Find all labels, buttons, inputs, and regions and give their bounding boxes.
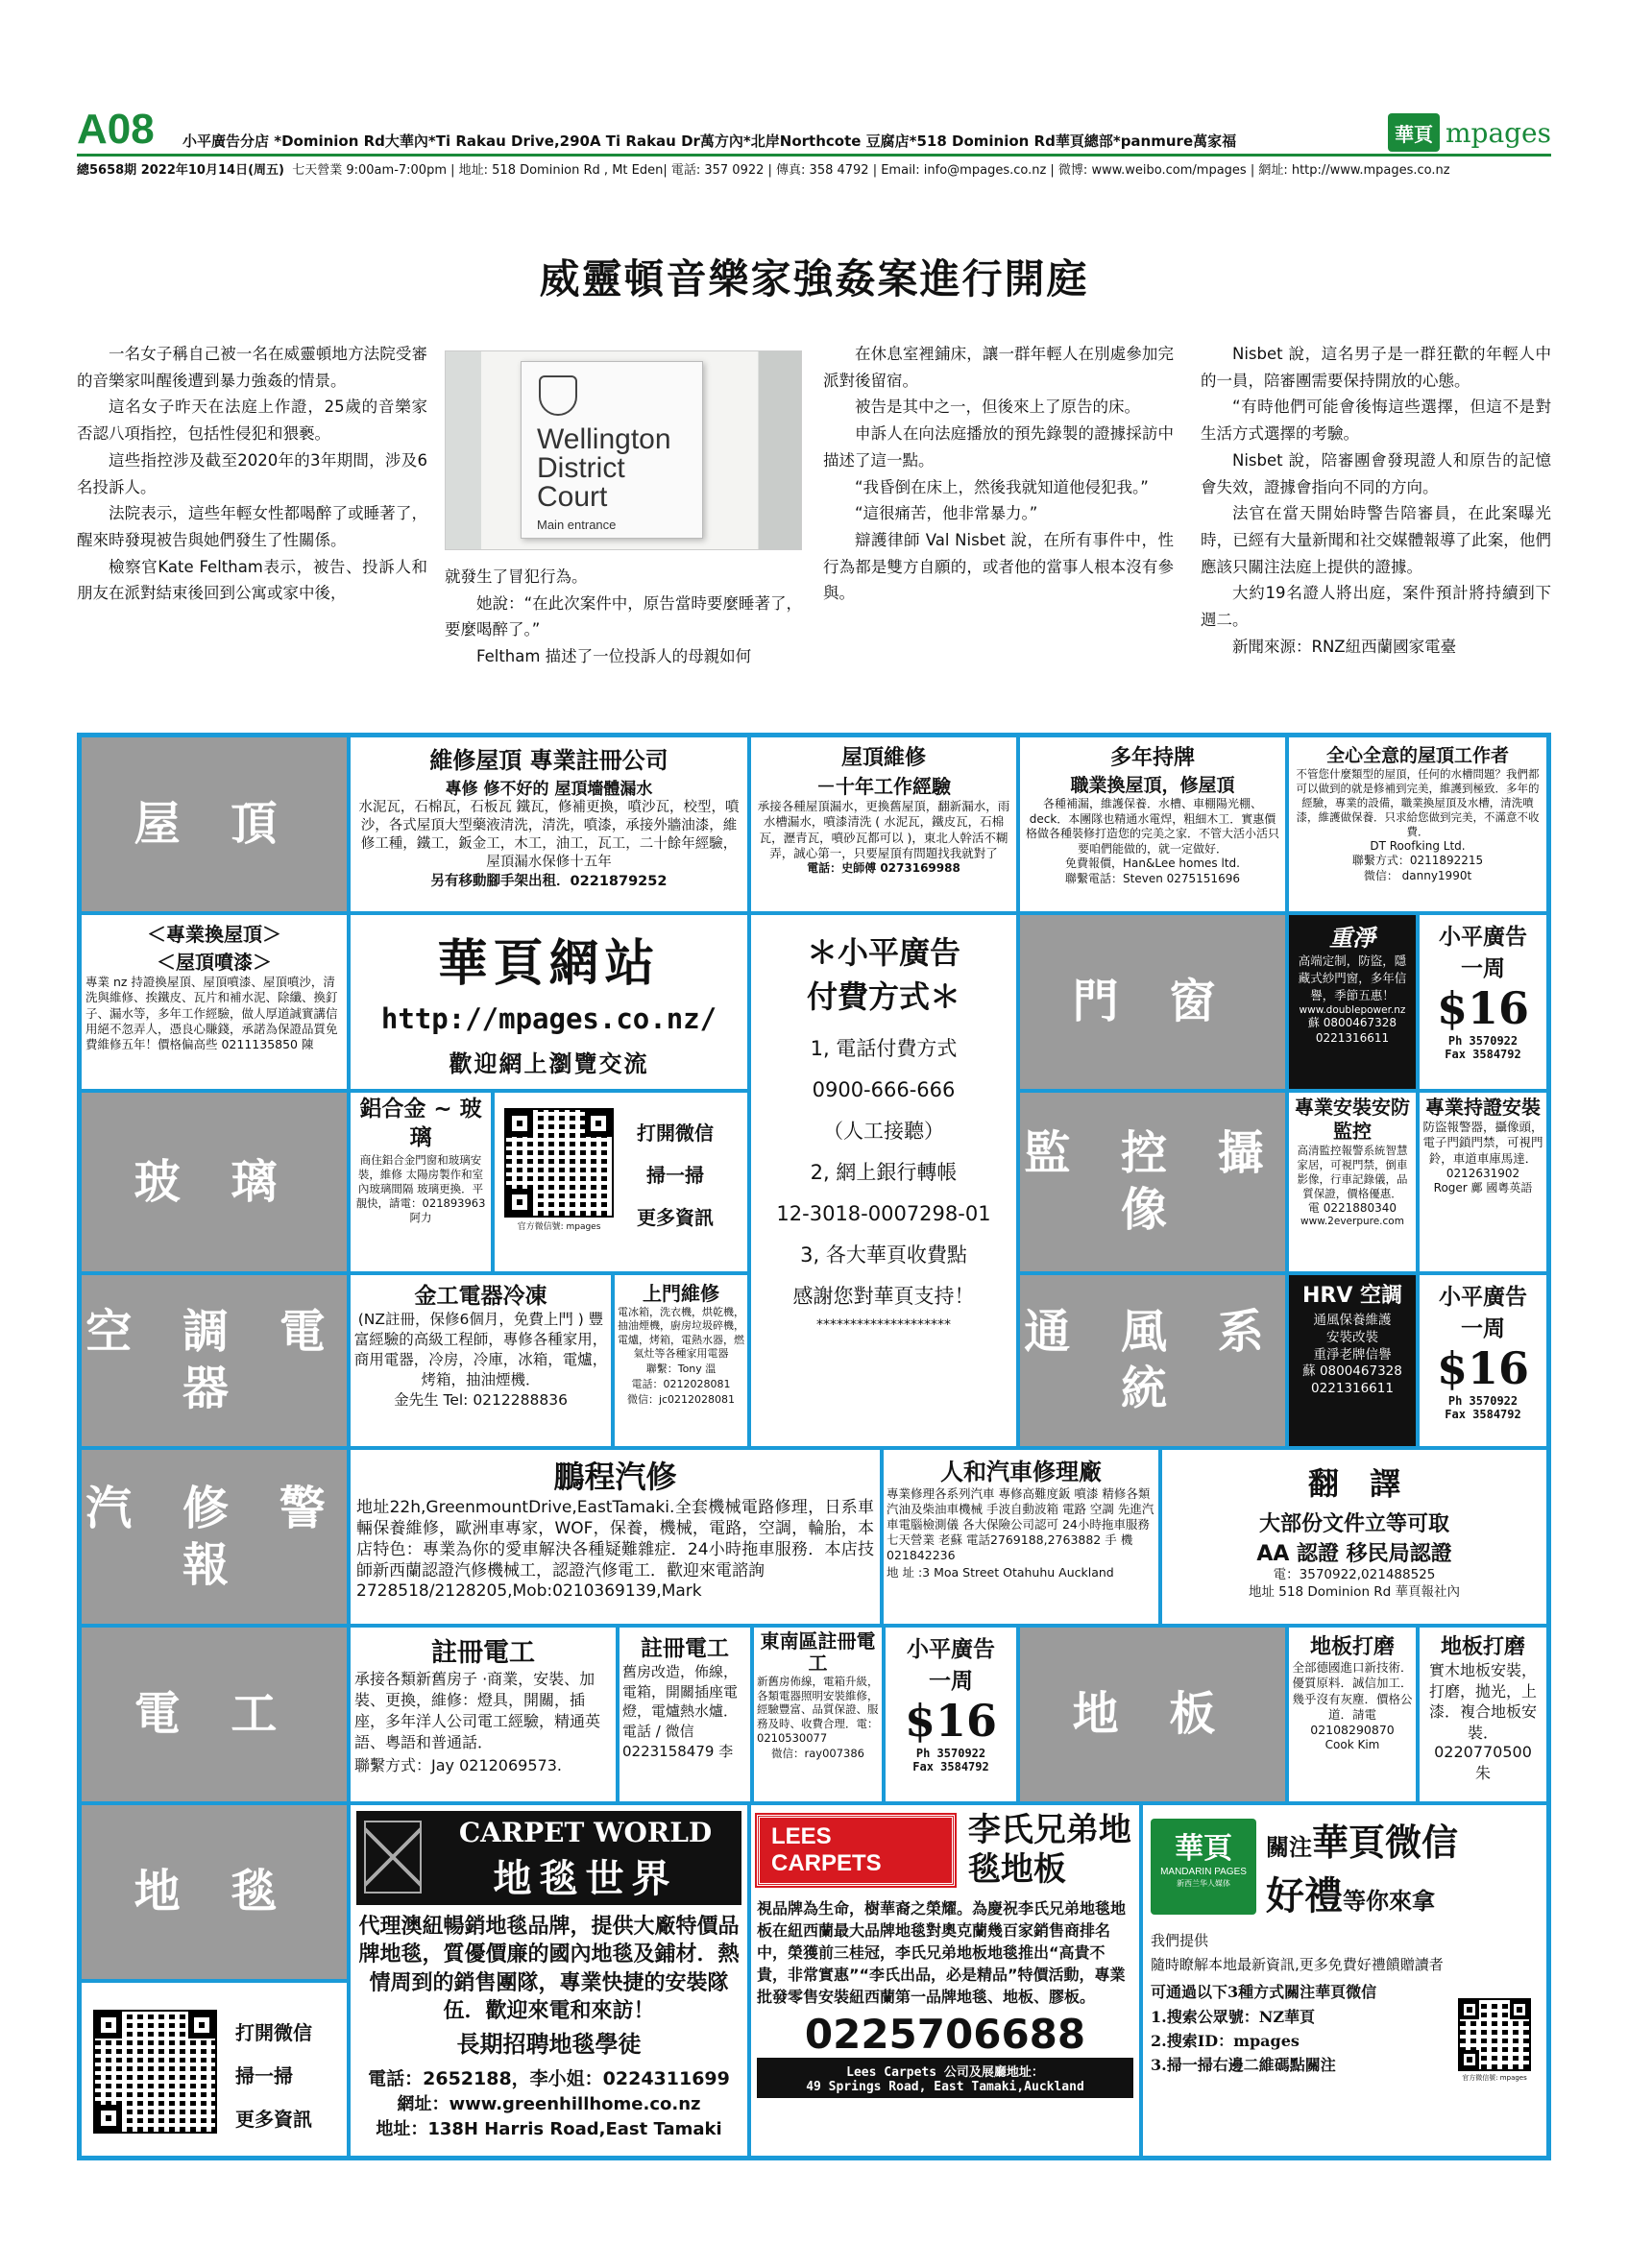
ad-hiring: 長期招聘地毯學徒 — [456, 2031, 642, 2058]
slogan-text: 華頁微信 — [1312, 1821, 1459, 1864]
ad-line: 大部份文件立等可取 — [1258, 1512, 1449, 1536]
ad-fax: Fax 3584792 — [1445, 1048, 1521, 1061]
lees-header — [757, 1811, 1133, 1890]
ad-hrv[interactable] — [1287, 1273, 1418, 1448]
ad-body: 全部德國進口新技術．優質原料．誠信加工．幾乎沒有灰塵．價格公道．請電 02108290870 — [1292, 1660, 1413, 1737]
ad-title: 多年持牌 — [1109, 746, 1195, 770]
ad-web[interactable] — [349, 913, 749, 1091]
category-car: 汽 修 警 報 — [80, 1448, 349, 1626]
paragraph: “我昏倒在床上，然後我就知道他侵犯我。” — [855, 477, 1149, 496]
ad-line: （人工接聽） — [823, 1120, 944, 1144]
ad-wechat-1[interactable] — [493, 1091, 749, 1273]
ad-title: 全心全意的屋頂工作者 — [1325, 745, 1509, 766]
ad-subtitle: 一周 — [1461, 1316, 1505, 1341]
crest-icon — [539, 375, 577, 416]
ad-payment — [749, 913, 1018, 1448]
paragraph: “這很痛苦，他非常暴力。” — [855, 504, 1038, 523]
ad-body: 視品牌為生命，樹華裔之榮耀。為慶祝李氏兄弟地毯地板在紐西蘭最大品牌地毯對奧克蘭幾百家銷售商排名中，榮獲前三桂冠，李氏兄弟地板地毯推出“高貴不貴，非常實惠”“李氏出品，必是精品”特價活動，專業批發零售安裝紐西蘭第一品牌地毯、地板、膠板。 — [757, 1898, 1127, 2007]
ad-subtitle: 職業換屋頂，修屋頂 — [1070, 775, 1235, 796]
mp-line: 可通過以下3種方式關注華頁微信 — [1151, 1983, 1377, 2001]
ad-body: 承接各類新舊房子 ·商業，安裝、加裝、更換，維修：燈具，開關，插座，多年洋人公司電工經驗，精通英語、粵語和普通話． — [354, 1670, 601, 1752]
ad-phone: 聯繫方式：Jay 0212069573. — [354, 1756, 562, 1775]
ad-title: 小平廣告 — [1439, 1285, 1527, 1310]
category-ac: 空 調 電 器 — [80, 1273, 349, 1448]
ad-subtitle: ＜屋頂噴漆＞ — [157, 951, 272, 974]
ad-phone: Ph 3570922 — [1447, 1394, 1519, 1408]
ad-title: 小平廣告 — [1439, 925, 1527, 950]
ad-phone: 蘇 0800467328 — [1307, 1016, 1397, 1030]
ad-translation[interactable] — [1160, 1448, 1548, 1626]
ad-roof-3[interactable] — [1018, 736, 1287, 913]
wechat-line: 打開微信 — [235, 2021, 312, 2044]
ad-line: ******************** — [816, 1317, 951, 1334]
wechat-line: 掃一掃 — [646, 1164, 704, 1187]
header-info — [77, 159, 1450, 178]
ad-door-1[interactable] — [1287, 913, 1418, 1091]
ad-contact: Roger 鄺 國粵英語 — [1433, 1181, 1533, 1195]
paragraph: 檢察官Kate Feltham表示，被告、投訴人和朋友在派對結束後回到公寓或家中後， — [77, 557, 427, 603]
paragraph: 法院表示，這些年輕女性都喝醉了或睡著了，醒來時發現被告與她們發生了性關係。 — [77, 504, 427, 550]
ad-phone: Ph 3570922 — [915, 1747, 986, 1760]
ad-ac-1[interactable] — [349, 1273, 613, 1448]
ad-body: 不管您什麼類型的屋頂，任何的水槽問題？我們都可以做到的就是修補到完美，維護到極致．多年的經驗，專業的設備，職業換屋頂及水槽，清洗噴漆，維護做保養．只求給您做到完美，不滿意不收費． — [1296, 767, 1540, 838]
ad-roof-4[interactable] — [1287, 736, 1548, 913]
ad-lees-carpets[interactable] — [749, 1803, 1141, 2158]
paragraph: 就發生了冒犯行為。 — [445, 567, 588, 586]
ad-body: 商住鋁合金門窗和玻璃安裝，維修 太陽房製作和室內玻璃間隔 玻璃更換．平靚快，請電：021893963 阿力 — [355, 1152, 486, 1224]
wechat-line: 更多資訊 — [637, 1206, 714, 1229]
ad-line: 1, 電話付費方式 — [810, 1037, 958, 1060]
ad-wechat: 微信： danny1990t — [1363, 868, 1472, 882]
mp-step: 2.搜索ID：mpages — [1151, 2031, 1300, 2050]
ad-phone: 0220770500 — [1434, 1743, 1532, 1762]
ad-body: 高清監控報警系統智慧家居，可視門禁，倒車影像，行車記錄儀，品質保證，價格優惠． — [1297, 1144, 1408, 1200]
ad-subtitle: 一周 — [929, 1669, 973, 1694]
ad-phone: 0221316611 — [1315, 1030, 1390, 1045]
ad-address: 地 址 :3 Moa Street Otahuhu Auckland — [887, 1565, 1114, 1580]
bank-account: 12-3018-0007298-01 — [776, 1202, 991, 1226]
ad-body: 電冰箱，洗衣機，烘乾機，抽油煙機，廚房垃圾碎機，電爐，烤箱，電熱水器，燃氣灶等各種家用電器 — [618, 1306, 744, 1360]
ad-line: 感謝您對華頁支持！ — [792, 1285, 975, 1309]
logo-cn: 華頁 — [1175, 1832, 1232, 1866]
ad-roof-5[interactable] — [80, 913, 349, 1091]
slogan-text: 等你來拿 — [1343, 1887, 1435, 1915]
ad-subtitle: 專修 修不好的 屋頂墻體漏水 — [445, 780, 653, 799]
ad-body: 新舊房佈線，電箱升級，各類電器照明安裝維修，經驗豐富、品質保證、服務及時、收費合理．電：0210530077 — [757, 1675, 879, 1745]
paragraph: 在休息室裡鋪床，讓一群年輕人在別處參加完派對後留宿。 — [823, 345, 1174, 390]
ad-elec-2[interactable] — [618, 1626, 752, 1803]
ad-wechat: 微信：ray007386 — [771, 1746, 864, 1760]
ad-phone: 電 0221880340 — [1307, 1200, 1397, 1215]
category-elec: 電 工 — [80, 1626, 349, 1803]
ad-line: 重淨老牌信譽 — [1313, 1346, 1392, 1363]
wechat-line: 掃一掃 — [235, 2064, 293, 2087]
qr-code-icon[interactable] — [1460, 2000, 1529, 2069]
carpet-world-banner — [356, 1811, 741, 1905]
ad-title: 屋頂維修 — [840, 746, 926, 770]
ad-title: 重淨 — [1329, 924, 1375, 952]
wechat-text — [235, 2012, 312, 2141]
qr-code-block[interactable] — [95, 2012, 215, 2135]
article-col-1 — [77, 341, 427, 607]
category-cctv: 監 控 攝 像 — [1018, 1091, 1287, 1273]
mp-steps — [1151, 2006, 1539, 2082]
ad-floor-2[interactable] — [1418, 1626, 1548, 1803]
paragraph: 被告是其中之一，但後來上了原告的床。 — [855, 398, 1140, 417]
ad-phone: 0212631902 — [1446, 1166, 1520, 1180]
ad-address: 地址：138H Harris Road,East Tamaki — [376, 2119, 722, 2139]
ad-title: 地板打磨 — [1309, 1635, 1395, 1659]
mp-header — [1151, 1813, 1539, 1920]
mp-step: 3.掃一掃右邊二維碼點關注 — [1151, 2055, 1336, 2074]
paragraph: Feltham 描述了一位投訴人的母親如何 — [476, 647, 752, 666]
ad-title: ＊小平廣告 — [806, 934, 960, 971]
mp-line: 我們提供 — [1151, 1932, 1209, 1949]
article-col-4 — [1201, 341, 1551, 661]
ad-phone: 0900-666-666 — [812, 1078, 956, 1102]
ad-cctv-1[interactable] — [1287, 1091, 1418, 1273]
paragraph: 辯護律師 Val Nisbet 說，在所有事件中，性行為都是雙方自願的，或者他的當事人根本沒有參與。 — [823, 531, 1174, 603]
sign-text: Main entrance — [537, 518, 617, 532]
ad-contact: 朱 — [1474, 1764, 1491, 1783]
qr-caption: 官方微信號: mpages — [1462, 2074, 1527, 2082]
header-divider — [77, 154, 1551, 157]
ad-line: 3, 各大華頁收費點 — [800, 1243, 967, 1267]
logo-sub: 新西兰华人媒体 — [1177, 1879, 1230, 1888]
wechat-line: 更多資訊 — [235, 2108, 312, 2131]
brand-name-cn: 地毯世界 — [493, 1856, 678, 1901]
wechat-text — [637, 1112, 714, 1239]
logo-text: mpages — [1445, 116, 1551, 149]
article-headline: 威靈頓音樂家強姦案進行開庭 — [539, 255, 1089, 302]
ad-title: 註冊電工 — [431, 1638, 535, 1668]
ad-body: 地址22h,GreenmountDrive,EastTamaki.全套機械電路修理，日系車輛保養維修，歐洲車專家，WOF，保養，機械，電路，空調，輪胎，本店特色：專業為你的愛車解決各種疑難雜症．24小時拖車服務．本店技師新西蘭認證汽修機械工，認證汽修電工．歡迎來電諮詢 — [356, 1498, 874, 1581]
article-col-3 — [823, 341, 1174, 607]
ad-subtitle: －十年工作經驗 — [816, 775, 951, 798]
mp-slogan — [1266, 1813, 1458, 1920]
ad-body: 舊房改造，佈線，電箱，開關插座電燈，電爐熱水爐．電話 / 微信 0223158479 李 — [622, 1663, 739, 1760]
ad-website: www.doublepower.nz — [1299, 1004, 1406, 1017]
ad-contact: 聯繫：Tony 溫 — [645, 1363, 717, 1376]
ad-body: 各種補漏，維護保養．水槽、車棚陽光棚、deck．本團隊也精通水電焊，粗細木工．實惠價格做各種裝修打造您的完美之家．不管大活小活只要咱們能做的，就一定做好． — [1025, 797, 1279, 856]
qr-caption: 官方微信號: mpages — [517, 1222, 601, 1232]
ad-company: DT Roofking Ltd. — [1370, 838, 1466, 853]
lees-address-bar — [757, 2058, 1133, 2098]
ad-body: 承接各種屋頂漏水，更換舊屋頂，翻新漏水，雨水槽漏水，噴漆清洗 ( 水泥瓦，鐵皮瓦，石棉瓦，瀝青瓦，噴砂瓦都可以 )，東北人幹活不糊弄，誠心第一，只要屋頂有問題找我就對了 — [757, 799, 1010, 860]
ad-title: 小平廣告 — [907, 1637, 995, 1662]
ad-fax: Fax 3584792 — [1445, 1408, 1521, 1421]
ad-phone: 聯繫方式：0211892215 — [1351, 854, 1484, 868]
ad-phone: 蘇 0800467328 — [1302, 1363, 1402, 1380]
ad-body: 高端定制，防盜，隱藏式紗門窗，多年信譽，季節五惠！ — [1298, 953, 1407, 1003]
ad-title: 付費方式＊ — [806, 978, 960, 1015]
ad-title: 翻 譯 — [1307, 1465, 1400, 1502]
ad-address-label: Lees Carpets 公司及展廳地址： — [846, 2064, 1044, 2080]
ad-line: 通風保養維護 — [1313, 1313, 1392, 1328]
ad-phone: 0221316611 — [1311, 1381, 1394, 1397]
category-vent: 通 風 系 統 — [1018, 1273, 1287, 1448]
ad-title: 華頁網站 — [437, 934, 661, 993]
ad-small-2[interactable] — [1418, 1273, 1548, 1448]
ad-title: ＜專業換屋頂＞ — [147, 923, 281, 946]
ad-title: 鵬程汽修 — [553, 1459, 677, 1495]
ad-title: 金工電器冷凍 — [414, 1284, 547, 1309]
ad-elec-1[interactable] — [349, 1626, 618, 1803]
paragraph: Nisbet 說，陪審團會發現證人和原告的記憶會失效，證據會指向不同的方向。 — [1201, 450, 1551, 496]
ad-website[interactable]: 網址：www.greenhillhome.co.nz — [397, 2094, 701, 2114]
category-roof: 屋 頂 — [80, 736, 349, 913]
ad-cctv-2[interactable] — [1418, 1091, 1548, 1273]
ad-title: 人和汽車修理廠 — [940, 1459, 1102, 1485]
ad-website: www.2everpure.com — [1300, 1216, 1404, 1228]
sign-text: Wellington — [537, 423, 671, 455]
wechat-line: 打開微信 — [637, 1122, 714, 1145]
category-glass: 玻 璃 — [80, 1091, 349, 1273]
ad-line: AA 認證 移民局認證 — [1256, 1542, 1452, 1566]
ad-price: $16 — [1436, 1342, 1530, 1394]
paragraph: Nisbet 說，這名男子是一群狂歡的年輕人中的一員，陪審團需要保持開放的心態。 — [1201, 345, 1551, 390]
ad-title: 鋁合金 ~ 玻璃 — [359, 1097, 482, 1150]
ad-body: 實木地板安裝，打磨，拋光，上漆．複合地板安裝． — [1428, 1661, 1537, 1742]
website-link[interactable]: http://mpages.co.nz/ — [380, 1002, 717, 1035]
carpet-logo-icon — [364, 1821, 422, 1894]
ad-body: (NZ註冊，保修6個月，免費上門 ) 豐富經驗的高級工程師，專修各種家用，商用電器，冷房，冷庫，冰箱，電爐，烤箱，抽油煙機． — [353, 1311, 608, 1388]
ad-mpages-wechat[interactable] — [1141, 1803, 1548, 2158]
paragraph: “有時他們可能會後悔這些選擇，但這不是對生活方式選擇的考驗。 — [1201, 398, 1551, 444]
brand-name: CARPET WORLD — [458, 1817, 713, 1848]
ad-phone: 電話：2652188，李小姐：0224311699 — [368, 2068, 730, 2089]
paragraph: 她說：“在此次案件中，原告當時要麼睡著了，要麼喝醉了。” — [445, 593, 802, 639]
slogan-text: 關注 — [1266, 1833, 1312, 1861]
qr-code-block[interactable] — [506, 1110, 612, 1232]
article-col-2 — [445, 564, 802, 670]
category-floor: 地 板 — [1018, 1626, 1287, 1803]
court-photo — [445, 350, 802, 550]
classified-ads-grid — [77, 733, 1551, 2160]
court-sign — [521, 361, 703, 539]
ad-subtitle: 一周 — [1461, 956, 1505, 981]
ad-phone: 聯繫電話：Steven 0275151696 — [1065, 871, 1240, 885]
ad-price: $16 — [904, 1695, 998, 1747]
ad-company: 免費報價，Han&Lee homes ltd. — [1065, 857, 1240, 871]
ad-line: 2, 網上銀行轉帳 — [810, 1161, 958, 1185]
ad-carpet-world[interactable] — [349, 1803, 749, 2158]
page-number: A08 — [77, 106, 155, 153]
ad-body: 代理澳紐暢銷地毯品牌，提供大廠特價品牌地毯，質優價廉的國內地毯及鋪材．熱情周到的銷售團隊，專業快捷的安裝隊伍．歡迎來電和來訪！ — [358, 1915, 740, 2023]
ad-title: 註冊電工 — [641, 1636, 729, 1661]
ad-phone: 電話：0212028081 — [631, 1378, 731, 1391]
paragraph: 一名女子稱自己被一名在威靈頓地方法院受審的音樂家叫醒後遭到暴力強姦的情景。 — [77, 345, 427, 390]
sign-text: Court — [537, 481, 608, 513]
ad-car-2[interactable] — [882, 1448, 1160, 1626]
paragraph: 新聞來源：RNZ紐西蘭國家電臺 — [1232, 637, 1457, 656]
ad-body: 專業 nz 持證換屋頂、屋頂噴漆、屋頂噴沙，清洗與維修、挨鐵皮、瓦片和補水泥、除纖、換釘子、漏水等，多年工作經驗，做人厚道誠實講信用絕不忽弄人，憑良心賺錢，承諾為保證品質免費維修五年！價格偏高些 0211135850 陳 — [85, 975, 338, 1051]
ad-title: 東南區註冊電工 — [760, 1629, 876, 1675]
ad-address: 地址 518 Dominion Rd 華頁報社內 — [1248, 1583, 1461, 1600]
ad-title: 維修屋頂 專業註冊公司 — [429, 747, 668, 774]
qr-code-icon[interactable] — [95, 2012, 215, 2132]
ad-title: HRV 空調 — [1301, 1284, 1403, 1308]
ad-phone: 電：3570922,021488525 — [1273, 1567, 1436, 1582]
ad-roof-2[interactable] — [749, 736, 1018, 913]
ad-price: $16 — [1436, 982, 1530, 1034]
mp-step: 1.搜索公眾號：NZ華頁 — [1151, 2008, 1316, 2026]
ad-small-3[interactable] — [884, 1626, 1018, 1803]
paragraph: 法官在當天開始時警告陪審員，在此案曝光時，已經有大量新聞和社交媒體報導了此案，他們應該只關注法庭上提供的證據。 — [1201, 504, 1551, 576]
ad-subtitle: 歡迎網上瀏覽交流 — [449, 1050, 649, 1077]
sign-text: District — [537, 452, 625, 484]
ad-floor-1[interactable] — [1287, 1626, 1418, 1803]
ad-body: 專業修理各系列汽車 專修高難度鈑 噴漆 精修各類汽油及柴油車機械 手波自動波箱 電路 空調 先進汽車電腦檢測儀 各大保險公司認可 24小時拖車服務 七天營業 老蘇 電話2769188,2763882 手 機 021842236 — [887, 1486, 1154, 1562]
mpages-logo[interactable] — [1388, 113, 1551, 152]
paragraph: 申訴人在向法庭播放的預先錄製的證據採訪中描述了這一點。 — [823, 424, 1174, 470]
ad-body: 防盜報警器，攝像頭，電子門鎖門禁，可視門鈴，車道車庫馬達． — [1422, 1120, 1543, 1166]
ad-line: 安裝改裝 — [1326, 1329, 1378, 1345]
ad-small-1[interactable] — [1418, 913, 1548, 1091]
ad-address: 49 Springs Road, East Tamaki,Auckland — [806, 2079, 1084, 2094]
ad-glass-1[interactable] — [349, 1091, 493, 1273]
ad-title: 專業持證安裝 — [1425, 1096, 1541, 1119]
branch-list: 小平廣告分店 *Dominion Rd大華內*Ti Rakau Drive,290A Ti Rakau Dr萬方內*北岸Northcote 豆腐店*518 Dominion Rd華頁總部*panmure萬家福 — [182, 133, 1237, 150]
logo-mark: 華頁 — [1388, 113, 1440, 152]
ad-contact: Cook Kim — [1324, 1738, 1380, 1752]
ad-title: 李氏兄弟地毯地板 — [967, 1811, 1131, 1889]
ad-car-1[interactable] — [349, 1448, 882, 1626]
lees-logo: LEES CARPETS — [757, 1815, 955, 1886]
ad-phone: 金先生 Tel: 0212288836 — [394, 1390, 568, 1409]
paragraph: 大約19名證人將出庭，案件預計將持續到下週二。 — [1201, 584, 1551, 630]
category-door: 門 窗 — [1018, 913, 1287, 1091]
ad-roof-1[interactable] — [349, 736, 749, 913]
qr-code-icon[interactable] — [506, 1110, 612, 1216]
ad-phone: 另有移動腳手架出租．0221879252 — [430, 873, 668, 889]
ad-body: 水泥瓦，石棉瓦，石板瓦 鐵瓦，修補更換，噴沙瓦，校型，噴沙，各式屋頂大型藥液清洗，清洗，噴漆，承接外牆油漆，維修工種，鐵工，鈑金工，木工，油工，瓦工，二十餘年經驗，屋頂漏水保修十五年 — [358, 800, 740, 871]
slogan-text: 好禮 — [1266, 1873, 1343, 1918]
ad-phone: 0225706688 — [804, 2010, 1086, 2058]
ad-title: 專業安裝安防監控 — [1295, 1096, 1410, 1143]
category-carpet: 地 毯 — [80, 1803, 349, 1981]
ad-title: 地板打磨 — [1440, 1635, 1525, 1659]
ad-fax: Fax 3584792 — [912, 1760, 989, 1773]
ad-wechat-2[interactable] — [80, 1981, 349, 2158]
ad-phone: 電話：史師傅 0273169988 — [807, 861, 960, 875]
logo-en: MANDARIN PAGES — [1160, 1867, 1247, 1877]
ad-phone: Ph 3570922 — [1447, 1034, 1519, 1048]
qr-code-block[interactable] — [1460, 2000, 1529, 2083]
ad-ac-2[interactable] — [613, 1273, 749, 1448]
ad-elec-3[interactable] — [752, 1626, 884, 1803]
ad-wechat: 微信：jc0212028081 — [626, 1393, 736, 1407]
paragraph: 這些指控涉及截至2020年的3年期間，涉及6名投訴人。 — [77, 450, 427, 496]
ad-title: 上門維修 — [643, 1282, 719, 1305]
contact-info: 七天營業 9:00am-7:00pm | 地址: 518 Dominion Rd , Mt Eden| 電話: 357 0922 | 傳真: 358 4792 | Email: info@mpages.co.nz | 微博: www.weibo.com/mpages | 網址: http://www.mpages.co.nz — [292, 163, 1450, 178]
mandarin-pages-logo — [1151, 1819, 1256, 1915]
ad-phone: 2728518/2128205,Mob:0210369139,Mark — [356, 1581, 702, 1602]
issue-date: 總5658期 2022年10月14日(周五) — [77, 163, 284, 178]
paragraph: 這名女子昨天在法庭上作證，25歲的音樂家否認八項指控，包括性侵犯和猥褻。 — [77, 398, 427, 444]
mp-line: 隨時瞭解本地最新資訊,更多免費好禮饋贈讀者 — [1151, 1956, 1444, 1973]
